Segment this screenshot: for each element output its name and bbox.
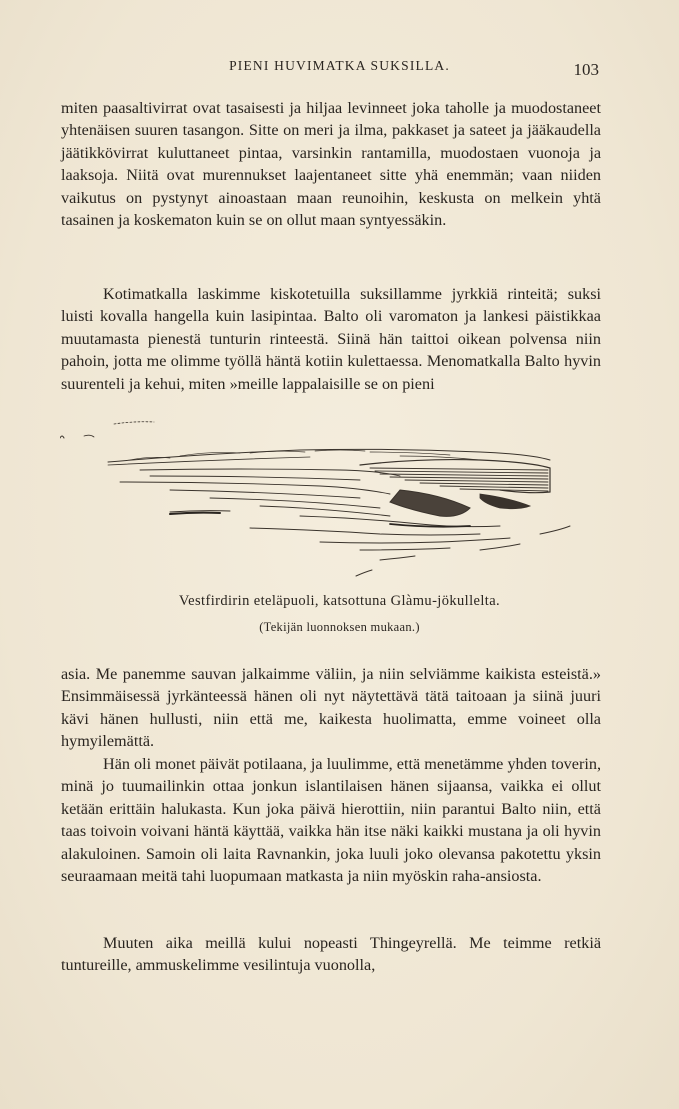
- paragraph-2: [61, 283, 601, 395]
- page-number: 103: [573, 60, 599, 79]
- paragraph-5-text: Muuten aika meillä kului nopeasti Thingeyrellä. Me teimme retkiä tuntureille, ammuskelimme vesilintuja vuonolla,: [61, 934, 601, 975]
- paragraph-5: [61, 932, 601, 977]
- paragraph-2-text: Kotimatkalla laskimme kiskotetuilla suksillamme jyrkkiä rinteitä; suksi luisti kovalla hangella kuin lasipintaa. Balto oli varomaton ja lankesi päistikkaa muutamasta pienestä tunturin rinteestä. Siinä hän taittoi oikean polvensa niin pahoin, jotta me olimme työllä häntä kotiin kulettaessa. Menomatkalla Balto hyvin suurenteli ja kehui, miten »meille lappalaisille se on pieni: [61, 285, 601, 393]
- paragraph-4-text: Hän oli monet päivät potilaana, ja luulimme, että menetämme yhden toverin, minä jo tuumailinkin ottaa jonkun islantilaisen hänen sijaansa, vaikka ei ollut ketään erittäin halukasta. Kun joka päivä hierottiin, niin parantui Balto niin, että taas toivoin voivani häntä käyttää, vaikka hän itse näki kaikki mustana ja oli hyvin alakuloinen. Samoin oli laita Ravnankin, joka luuli joko olevansa pakotettu yksin seuraamaan meitä tahi luopumaan matkasta ja niin myöskin raha-ansiosta.: [61, 755, 601, 886]
- figure-credit: (Tekijän luonnoksen mukaan.): [259, 620, 420, 634]
- paragraph-3: asia. Me panemme sauvan jalkaimme väliin, ja niin selviämme kaikista esteistä.» Ensimmäisessä jyrkänteessä hänen oli nyt näytettävä tätä taitoaan ja siinä juuri kävi hänen hullusti, niin että me, kaikesta huolimatta, emme voineet olla hymyilemättä.: [61, 665, 601, 751]
- figure-caption: Vestfirdirin eteläpuoli, katsottuna Glàmu-jökullelta.: [178, 593, 501, 609]
- landscape-engraving: [60, 410, 620, 590]
- paragraph-1: miten paasaltivirrat ovat tasaisesti ja hiljaa levinneet joka taholle ja muodostaneet yhtenäisen suuren tasangon. Sitte on meri ja ilma, pakkaset ja sateet ja jääkaudella jäätikkövirrat kuluttaneet pintaa, varsinkin rantamilla, muodostaen vuonoja ja laaksoja. Niitä ovat murennukset laajentaneet sitte yhä enemmän; vaan niiden vaikutus on pystynyt ainoastaan maan reunoihin, keskusta on melkein yhtä tasainen ja koskematon kuin se on ollut maan syntyessäkin.: [61, 99, 601, 230]
- running-head: PIENI HUVIMATKA SUKSILLA.: [229, 58, 450, 73]
- paragraph-4: [61, 753, 601, 887]
